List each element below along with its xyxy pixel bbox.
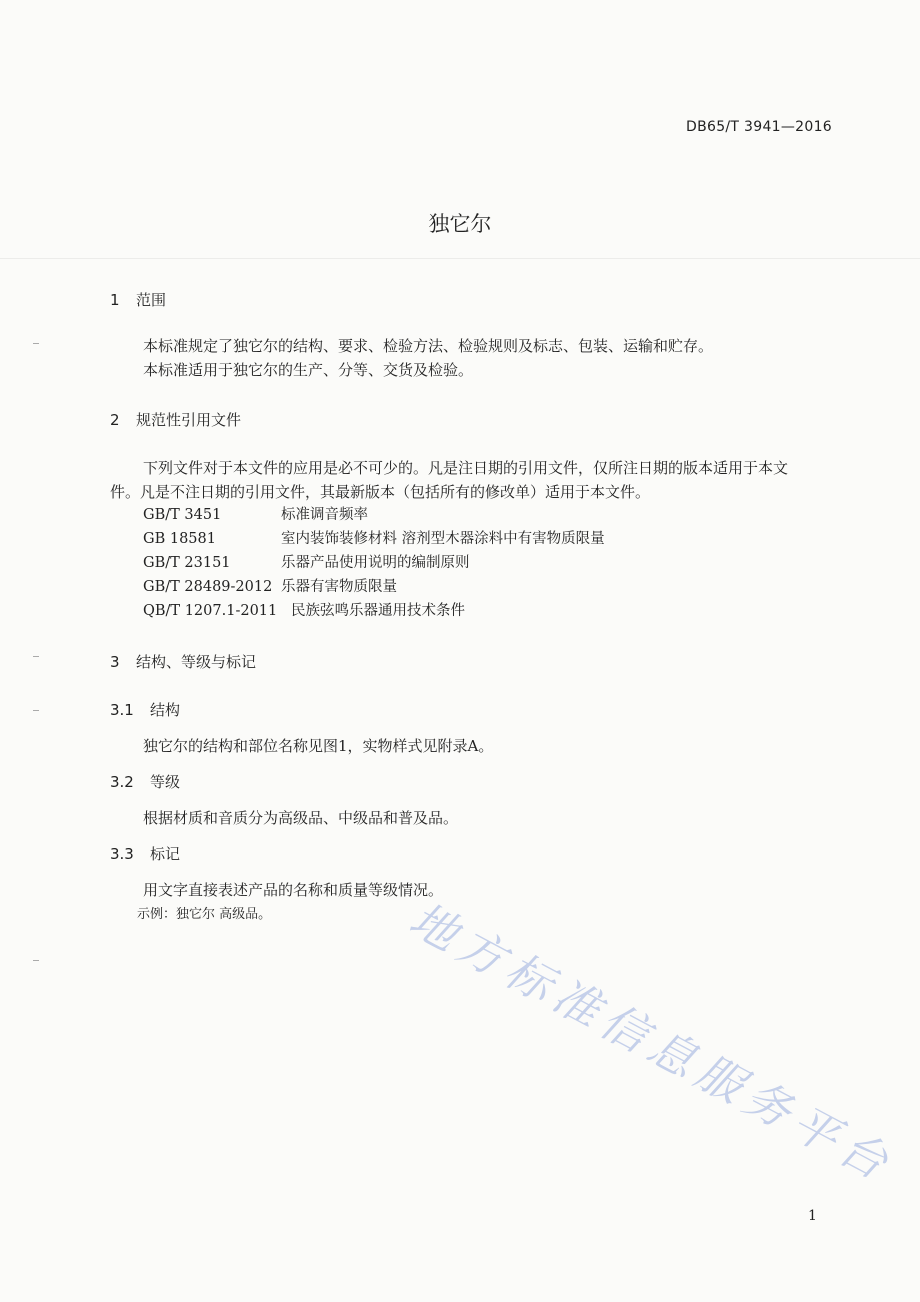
reference-name: 民族弦鸣乐器通用技术条件 [291,603,465,619]
section-number: 3 [110,653,120,671]
subsection-number: 3.2 [110,773,134,791]
reference-name: 室内装饰装修材料 溶剂型木器涂料中有害物质限量 [281,531,605,547]
scan-fold-line [0,258,920,259]
section-3-heading [110,651,256,672]
references-intro-line-2: 件。凡是不注日期的引用文件，其最新版本（包括所有的修改单）适用于本文件。 [110,483,651,501]
scope-paragraph-1: 本标准规定了独它尔的结构、要求、检验方法、检验规则及标志、包装、运输和贮存。 [143,337,714,355]
section-title: 结构、等级与标记 [136,653,257,671]
subsection-3-1-heading [110,699,180,720]
section-number: 2 [110,411,120,429]
reference-name: 乐器产品使用说明的编制原则 [281,555,470,571]
subsection-3-3-heading [110,843,180,864]
section-2-heading [110,409,241,430]
scan-edge-mark [33,343,39,344]
page-number: 1 [808,1208,817,1224]
grade-paragraph: 根据材质和音质分为高级品、中级品和普及品。 [143,809,459,827]
scan-edge-mark [33,656,39,657]
section-title: 规范性引用文件 [136,411,242,429]
reference-code: QB/T 1207.1-2011 [143,603,278,619]
section-1-heading [110,289,166,310]
reference-code: GB/T 3451 [143,507,222,523]
reference-name: 标准调音频率 [281,507,368,523]
standard-code: DB65/T 3941—2016 [686,119,832,135]
scope-paragraph-2: 本标准适用于独它尔的生产、分等、交货及检验。 [143,361,474,379]
subsection-title: 等级 [150,773,181,791]
section-number: 1 [110,291,120,309]
document-title: 独它尔 [428,212,492,236]
structure-paragraph: 独它尔的结构和部位名称见图1，实物样式见附录A。 [143,737,494,755]
reference-code: GB 18581 [143,531,216,547]
scan-edge-mark [33,710,39,711]
reference-name: 乐器有害物质限量 [281,579,397,595]
watermark-text: 地方标准信息服务平台 [400,891,904,1194]
subsection-title: 标记 [150,845,181,863]
subsection-title: 结构 [150,701,181,719]
marking-example: 示例：独它尔 高级品。 [137,907,272,922]
marking-paragraph: 用文字直接表述产品的名称和质量等级情况。 [143,881,444,899]
reference-code: GB/T 28489-2012 [143,579,273,595]
reference-code: GB/T 23151 [143,555,231,571]
subsection-3-2-heading [110,771,180,792]
section-title: 范围 [136,291,167,309]
subsection-number: 3.3 [110,845,134,863]
subsection-number: 3.1 [110,701,134,719]
references-intro-line-1: 下列文件对于本文件的应用是必不可少的。凡是注日期的引用文件，仅所注日期的版本适用于本文 [143,459,789,477]
scan-edge-mark [33,960,39,961]
